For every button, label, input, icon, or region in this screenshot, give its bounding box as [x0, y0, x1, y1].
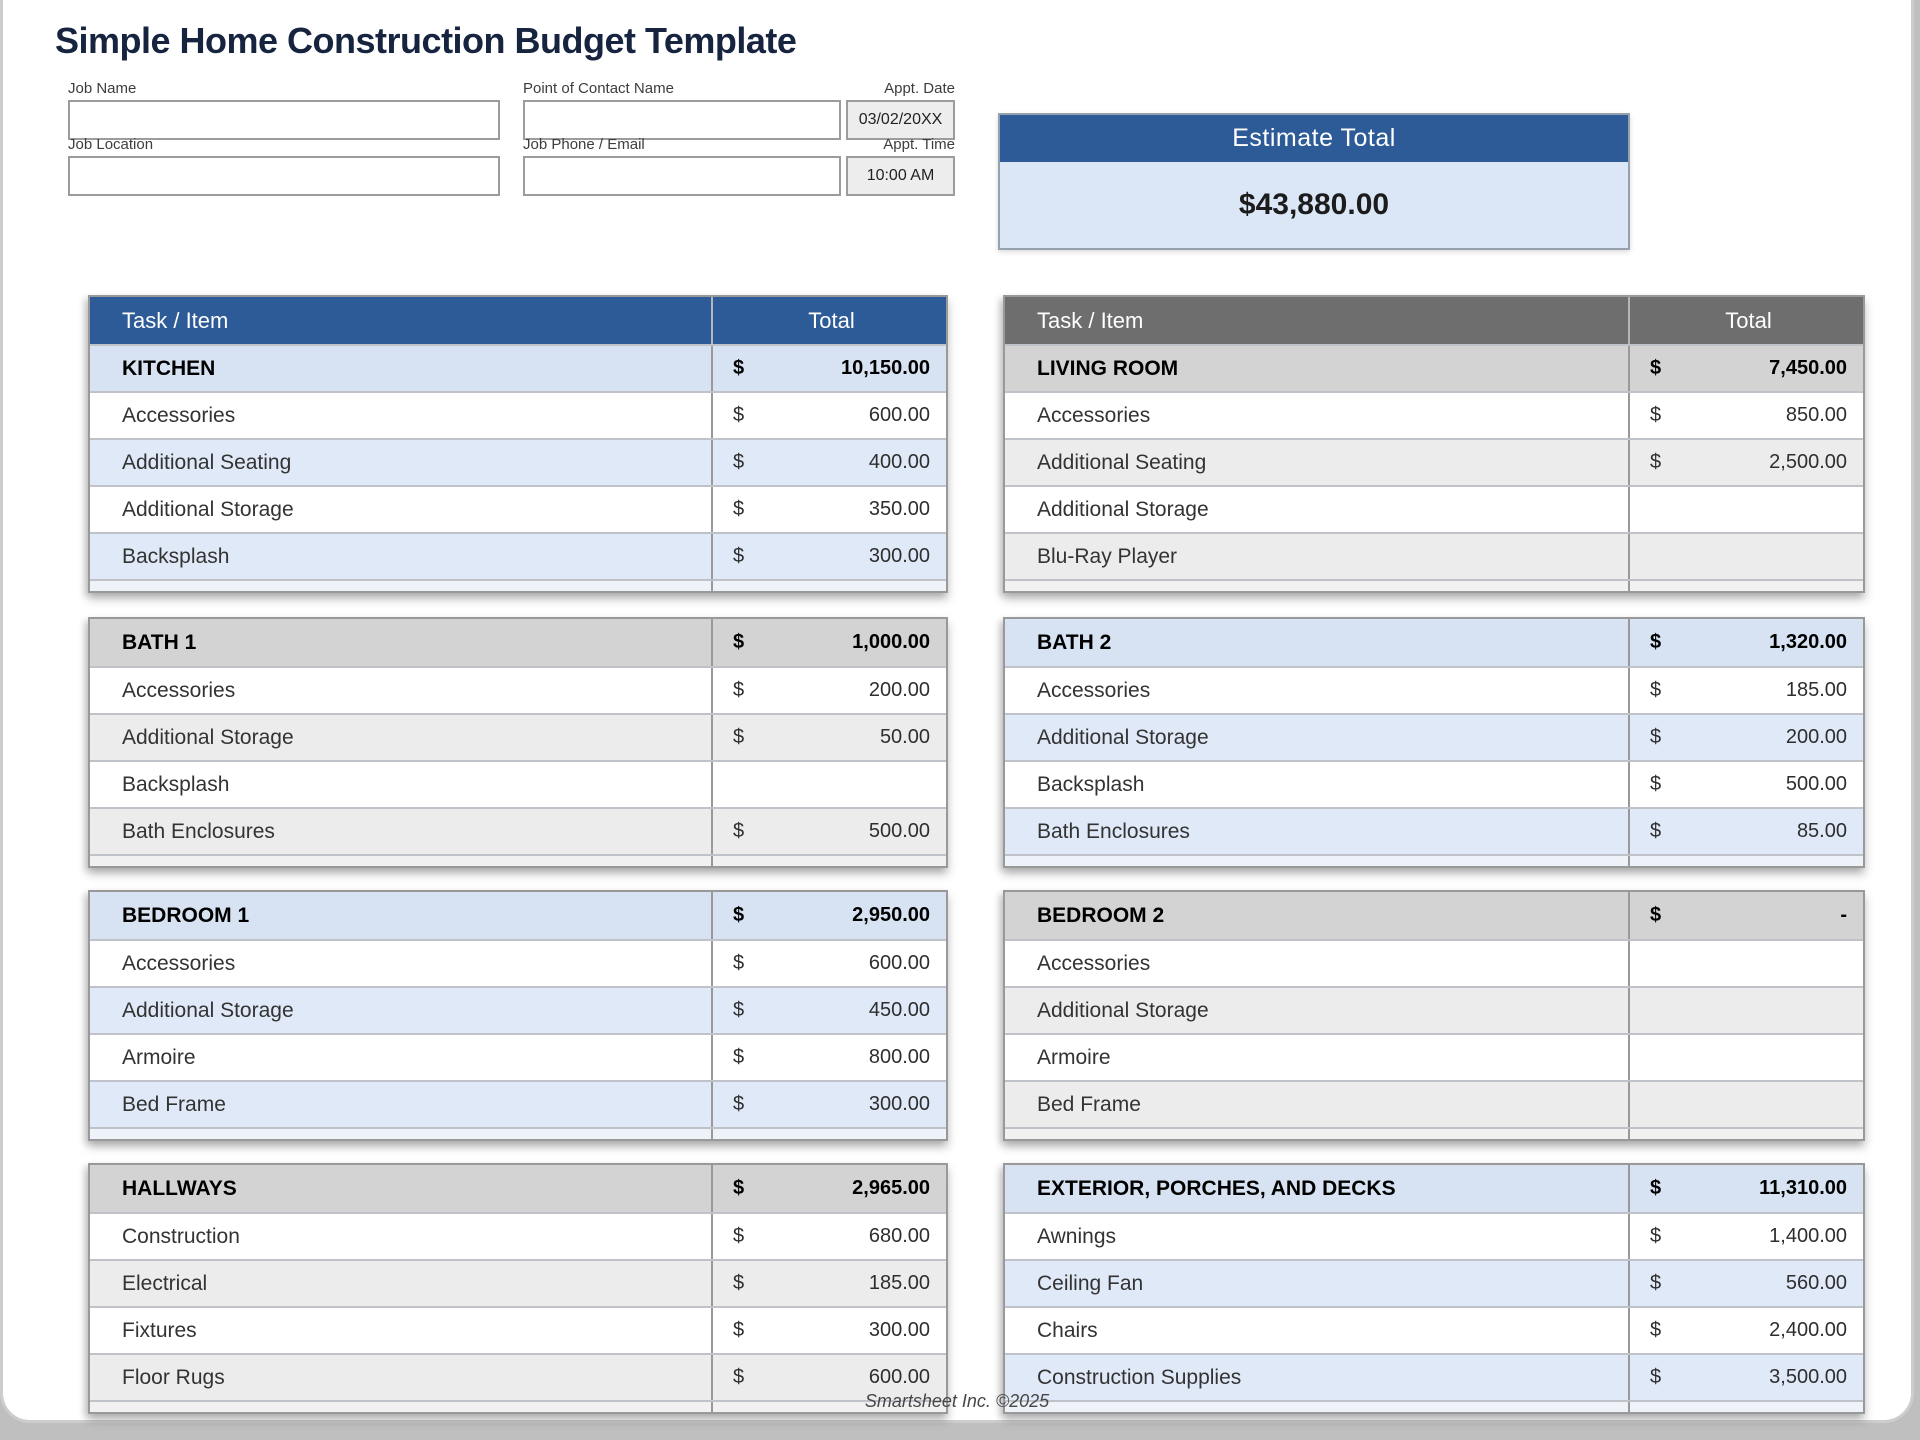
amount-value: 11,310.00: [1759, 1177, 1847, 1199]
bath-2-item-1-total-cell[interactable]: [1628, 715, 1863, 760]
estimate-total-value: $43,880.00: [1000, 162, 1628, 248]
kitchen-item-0-name-cell[interactable]: Accessories: [122, 403, 236, 427]
table-row: [90, 344, 946, 391]
column-header-task: Task / Item: [122, 307, 229, 333]
kitchen-item-2-name-cell[interactable]: Additional Storage: [122, 497, 294, 521]
kitchen-item-1-total-cell[interactable]: [711, 440, 946, 485]
amount-value: 300.00: [868, 545, 930, 567]
amount-value: 500.00: [868, 820, 930, 842]
partial-row-total-cell: [1628, 856, 1863, 866]
living-room-category-name-cell[interactable]: LIVING ROOM: [1037, 356, 1179, 380]
table-row: [90, 760, 946, 807]
table-header-row: [90, 297, 946, 344]
living-room-item-3-name-cell[interactable]: Blu-Ray Player: [1037, 544, 1178, 568]
kitchen-item-0-total-cell[interactable]: [711, 393, 946, 438]
currency-symbol: $: [733, 404, 745, 426]
table-row: [1005, 1165, 1863, 1212]
amount-value: 2,965.00: [852, 1177, 930, 1199]
appt-date-cell[interactable]: 03/02/20XX: [846, 100, 955, 140]
bedroom-2-item-1-name-cell[interactable]: Additional Storage: [1037, 998, 1209, 1022]
bath-2-item-0-total-cell[interactable]: [1628, 668, 1863, 713]
amount-value: 3,500.00: [1769, 1366, 1847, 1388]
bath-2-item-0-name-cell[interactable]: Accessories: [1037, 678, 1151, 702]
bedroom-2-category-total-cell[interactable]: [1628, 892, 1863, 939]
bedroom-1-item-0-total-cell[interactable]: [711, 941, 946, 986]
living-room-item-2-total-cell[interactable]: [1628, 487, 1863, 532]
amount-value: 560.00: [1785, 1272, 1847, 1294]
living-room-item-0-name-cell[interactable]: Accessories: [1037, 403, 1151, 427]
currency-symbol: $: [733, 1093, 745, 1115]
living-room-item-2-name-cell[interactable]: Additional Storage: [1037, 497, 1209, 521]
amount-value: 50.00: [879, 726, 930, 748]
currency-symbol: $: [733, 498, 745, 520]
table-living-room: [1003, 295, 1865, 593]
contact-name-field: [523, 80, 841, 140]
bedroom-2-item-2-name-cell[interactable]: Armoire: [1037, 1045, 1111, 1069]
table-row: [90, 485, 946, 532]
bedroom-1-item-3-total-cell[interactable]: [711, 1082, 946, 1127]
table-row: [90, 1306, 946, 1353]
currency-symbol: $: [1650, 820, 1662, 842]
currency-symbol: $: [1650, 357, 1662, 379]
bedroom-1-item-1-total-cell[interactable]: [711, 988, 946, 1033]
amount-value: 800.00: [868, 1046, 930, 1068]
column-header-task: Task / Item: [1037, 307, 1144, 333]
table-row: [1005, 666, 1863, 713]
kitchen-item-1-name-cell[interactable]: Additional Seating: [122, 450, 292, 474]
currency-symbol: $: [1650, 631, 1662, 653]
table-bedroom-1: [88, 890, 948, 1141]
table-row: [90, 1212, 946, 1259]
amount-value: 300.00: [868, 1093, 930, 1115]
currency-symbol: $: [733, 904, 745, 926]
bedroom-2-item-1-total-cell[interactable]: [1628, 988, 1863, 1033]
table-row: [90, 1259, 946, 1306]
phone-email-field: [523, 136, 841, 196]
estimate-total-header: Estimate Total: [1000, 115, 1628, 162]
job-location-input[interactable]: [68, 156, 500, 196]
table-row: [1005, 1033, 1863, 1080]
currency-symbol: $: [1650, 679, 1662, 701]
kitchen-item-3-name-cell[interactable]: Backsplash: [122, 544, 230, 568]
column-header-total: Total: [711, 297, 946, 344]
table-row: [90, 438, 946, 485]
job-name-input[interactable]: [68, 100, 500, 140]
job-name-field: [68, 80, 500, 140]
currency-symbol: $: [1650, 404, 1662, 426]
currency-symbol: $: [733, 451, 745, 473]
currency-symbol: $: [733, 820, 745, 842]
currency-symbol: $: [1650, 1272, 1662, 1294]
hallways-item-0-name-cell[interactable]: Construction: [122, 1224, 240, 1248]
table-row: [90, 892, 946, 939]
bath-1-item-1-name-cell[interactable]: Additional Storage: [122, 725, 294, 749]
bath-1-category-total-cell[interactable]: [711, 619, 946, 666]
currency-symbol: $: [733, 1366, 745, 1388]
table-row: [90, 532, 946, 579]
amount-value: -: [1840, 904, 1847, 926]
partial-row: [90, 1127, 946, 1139]
table-row: [90, 807, 946, 854]
table-row: [1005, 619, 1863, 666]
table-row: [1005, 438, 1863, 485]
job-name-label: Job Name: [68, 80, 137, 97]
bedroom-2-item-2-total-cell[interactable]: [1628, 1035, 1863, 1080]
bedroom-2-item-3-total-cell[interactable]: [1628, 1082, 1863, 1127]
table-row: [1005, 807, 1863, 854]
amount-value: 2,400.00: [1769, 1319, 1847, 1341]
exterior-porches-decks-category-total-cell[interactable]: [1628, 1165, 1863, 1212]
currency-symbol: $: [733, 1225, 745, 1247]
partial-row-total-cell: [1628, 581, 1863, 591]
currency-symbol: $: [733, 679, 745, 701]
hallways-category-name-cell[interactable]: HALLWAYS: [122, 1176, 237, 1200]
currency-symbol: $: [733, 357, 745, 379]
bedroom-1-item-1-name-cell[interactable]: Additional Storage: [122, 998, 294, 1022]
currency-symbol: $: [1650, 1225, 1662, 1247]
kitchen-category-total-cell[interactable]: [711, 346, 946, 391]
bedroom-2-item-0-total-cell[interactable]: [1628, 941, 1863, 986]
table-row: [90, 939, 946, 986]
living-room-item-1-name-cell[interactable]: Additional Seating: [1037, 450, 1207, 474]
bath-2-item-2-name-cell[interactable]: Backsplash: [1037, 772, 1145, 796]
bath-1-category-name-cell[interactable]: BATH 1: [122, 630, 197, 654]
partial-row-total-cell: [1628, 1129, 1863, 1139]
amount-value: 450.00: [868, 999, 930, 1021]
currency-symbol: $: [733, 1319, 745, 1341]
partial-row: [1005, 579, 1863, 591]
table-row: [1005, 892, 1863, 939]
amount-value: 680.00: [868, 1225, 930, 1247]
currency-symbol: $: [733, 726, 745, 748]
amount-value: 350.00: [868, 498, 930, 520]
bedroom-2-item-0-name-cell[interactable]: Accessories: [1037, 951, 1151, 975]
phone-email-label: Job Phone / Email: [523, 136, 645, 153]
currency-symbol: $: [1650, 726, 1662, 748]
exterior-porches-decks-item-2-total-cell[interactable]: [1628, 1308, 1863, 1353]
partial-row: [1005, 1127, 1863, 1139]
currency-symbol: $: [733, 631, 745, 653]
bath-2-item-1-name-cell[interactable]: Additional Storage: [1037, 725, 1209, 749]
currency-symbol: $: [733, 545, 745, 567]
amount-value: 200.00: [868, 679, 930, 701]
exterior-porches-decks-item-0-total-cell[interactable]: [1628, 1214, 1863, 1259]
partial-row: [90, 579, 946, 591]
amount-value: 850.00: [1785, 404, 1847, 426]
kitchen-item-3-total-cell[interactable]: [711, 534, 946, 579]
table-row: [1005, 986, 1863, 1033]
currency-symbol: $: [1650, 1319, 1662, 1341]
currency-symbol: $: [1650, 904, 1662, 926]
currency-symbol: $: [733, 1272, 745, 1294]
hallways-item-1-total-cell[interactable]: [711, 1261, 946, 1306]
amount-value: 1,320.00: [1769, 631, 1847, 653]
bedroom-1-category-total-cell[interactable]: [711, 892, 946, 939]
amount-value: 600.00: [868, 1366, 930, 1388]
bath-1-item-0-total-cell[interactable]: [711, 668, 946, 713]
hallways-item-2-name-cell[interactable]: Fixtures: [122, 1318, 197, 1342]
table-kitchen: [88, 295, 948, 593]
bedroom-1-category-name-cell[interactable]: BEDROOM 1: [122, 903, 250, 927]
amount-value: 2,500.00: [1769, 451, 1847, 473]
amount-value: 600.00: [868, 952, 930, 974]
job-location-field: [68, 136, 500, 196]
appt-time-field: [846, 136, 955, 196]
phone-email-input[interactable]: [523, 156, 841, 196]
table-row: [90, 986, 946, 1033]
bedroom-1-item-3-name-cell[interactable]: Bed Frame: [122, 1092, 226, 1116]
exterior-porches-decks-item-0-name-cell[interactable]: Awnings: [1037, 1224, 1116, 1248]
bath-1-item-0-name-cell[interactable]: Accessories: [122, 678, 236, 702]
bath-2-category-total-cell[interactable]: [1628, 619, 1863, 666]
currency-symbol: $: [1650, 1177, 1662, 1199]
amount-value: 185.00: [868, 1272, 930, 1294]
exterior-porches-decks-category-name-cell[interactable]: EXTERIOR, PORCHES, AND DECKS: [1037, 1176, 1396, 1200]
currency-symbol: $: [733, 999, 745, 1021]
column-header-total: Total: [1628, 297, 1863, 344]
bath-1-item-3-total-cell[interactable]: [711, 809, 946, 854]
table-row: [90, 619, 946, 666]
currency-symbol: $: [733, 1177, 745, 1199]
appt-time-cell[interactable]: 10:00 AM: [846, 156, 955, 196]
table-row: [90, 713, 946, 760]
hallways-item-0-total-cell[interactable]: [711, 1214, 946, 1259]
table-row: [90, 1080, 946, 1127]
table-bath-1: [88, 617, 948, 868]
amount-value: 10,150.00: [841, 357, 930, 379]
exterior-porches-decks-item-1-name-cell[interactable]: Ceiling Fan: [1037, 1271, 1144, 1295]
partial-row-total-cell: [711, 581, 946, 591]
hallways-category-total-cell[interactable]: [711, 1165, 946, 1212]
exterior-porches-decks-item-3-name-cell[interactable]: Construction Supplies: [1037, 1365, 1242, 1389]
contact-name-input[interactable]: [523, 100, 841, 140]
table-row: [1005, 939, 1863, 986]
contact-name-label: Point of Contact Name: [523, 80, 674, 97]
living-room-category-total-cell[interactable]: [1628, 346, 1863, 391]
bedroom-1-item-0-name-cell[interactable]: Accessories: [122, 951, 236, 975]
table-exterior-porches-decks: [1003, 1163, 1865, 1414]
job-location-label: Job Location: [68, 136, 154, 153]
amount-value: 85.00: [1796, 820, 1847, 842]
table-row: [90, 391, 946, 438]
living-room-item-3-total-cell[interactable]: [1628, 534, 1863, 579]
kitchen-category-name-cell[interactable]: KITCHEN: [122, 356, 216, 380]
table-row: [1005, 713, 1863, 760]
partial-row: [90, 854, 946, 866]
bedroom-2-item-3-name-cell[interactable]: Bed Frame: [1037, 1092, 1141, 1116]
partial-row-total-cell: [711, 1129, 946, 1139]
table-row: [1005, 485, 1863, 532]
living-room-item-1-total-cell[interactable]: [1628, 440, 1863, 485]
footer-credit: Smartsheet Inc. ©2025: [864, 1391, 1050, 1411]
currency-symbol: $: [1650, 451, 1662, 473]
bath-1-item-3-name-cell[interactable]: Bath Enclosures: [122, 819, 275, 843]
table-row: [90, 1165, 946, 1212]
table-header-row: [1005, 297, 1863, 344]
amount-value: 1,400.00: [1769, 1225, 1847, 1247]
page-title: Simple Home Construction Budget Template: [55, 20, 797, 61]
exterior-porches-decks-item-2-name-cell[interactable]: Chairs: [1037, 1318, 1098, 1342]
bath-1-item-2-total-cell[interactable]: [711, 762, 946, 807]
currency-symbol: $: [733, 952, 745, 974]
appt-time-label: Appt. Time: [883, 136, 955, 153]
amount-value: 1,000.00: [852, 631, 930, 653]
table-row: [1005, 391, 1863, 438]
bath-2-category-name-cell[interactable]: BATH 2: [1037, 630, 1112, 654]
amount-value: 7,450.00: [1769, 357, 1847, 379]
amount-value: 300.00: [868, 1319, 930, 1341]
amount-value: 200.00: [1785, 726, 1847, 748]
table-row: [1005, 1306, 1863, 1353]
table-row: [1005, 1212, 1863, 1259]
exterior-porches-decks-item-1-total-cell[interactable]: [1628, 1261, 1863, 1306]
table-bath-2: [1003, 617, 1865, 868]
partial-row: [1005, 854, 1863, 866]
bedroom-1-item-2-name-cell[interactable]: Armoire: [122, 1045, 196, 1069]
estimate-total-box: [998, 113, 1630, 250]
kitchen-item-2-total-cell[interactable]: [711, 487, 946, 532]
bath-2-item-3-total-cell[interactable]: [1628, 809, 1863, 854]
amount-value: 185.00: [1785, 679, 1847, 701]
currency-symbol: $: [1650, 1366, 1662, 1388]
amount-value: 400.00: [868, 451, 930, 473]
bath-1-item-1-total-cell[interactable]: [711, 715, 946, 760]
bath-2-item-3-name-cell[interactable]: Bath Enclosures: [1037, 819, 1190, 843]
table-row: [1005, 532, 1863, 579]
bedroom-1-item-2-total-cell[interactable]: [711, 1035, 946, 1080]
hallways-item-3-name-cell[interactable]: Floor Rugs: [122, 1365, 225, 1389]
table-row: [1005, 344, 1863, 391]
hallways-item-1-name-cell[interactable]: Electrical: [122, 1271, 208, 1295]
table-row: [90, 1033, 946, 1080]
table-row: [90, 666, 946, 713]
appt-date-field: [846, 80, 955, 140]
bedroom-2-category-name-cell[interactable]: BEDROOM 2: [1037, 903, 1165, 927]
table-bedroom-2: [1003, 890, 1865, 1141]
currency-symbol: $: [1650, 773, 1662, 795]
amount-value: 2,950.00: [852, 904, 930, 926]
table-row: [1005, 1080, 1863, 1127]
living-room-item-0-total-cell[interactable]: [1628, 393, 1863, 438]
appt-date-label: Appt. Date: [884, 80, 955, 97]
table-row: [1005, 760, 1863, 807]
currency-symbol: $: [733, 1046, 745, 1068]
table-row: [1005, 1259, 1863, 1306]
bath-2-item-2-total-cell[interactable]: [1628, 762, 1863, 807]
hallways-item-2-total-cell[interactable]: [711, 1308, 946, 1353]
table-hallways: [88, 1163, 948, 1414]
bath-1-item-2-name-cell[interactable]: Backsplash: [122, 772, 230, 796]
amount-value: 600.00: [868, 404, 930, 426]
partial-row-total-cell: [711, 856, 946, 866]
amount-value: 500.00: [1785, 773, 1847, 795]
